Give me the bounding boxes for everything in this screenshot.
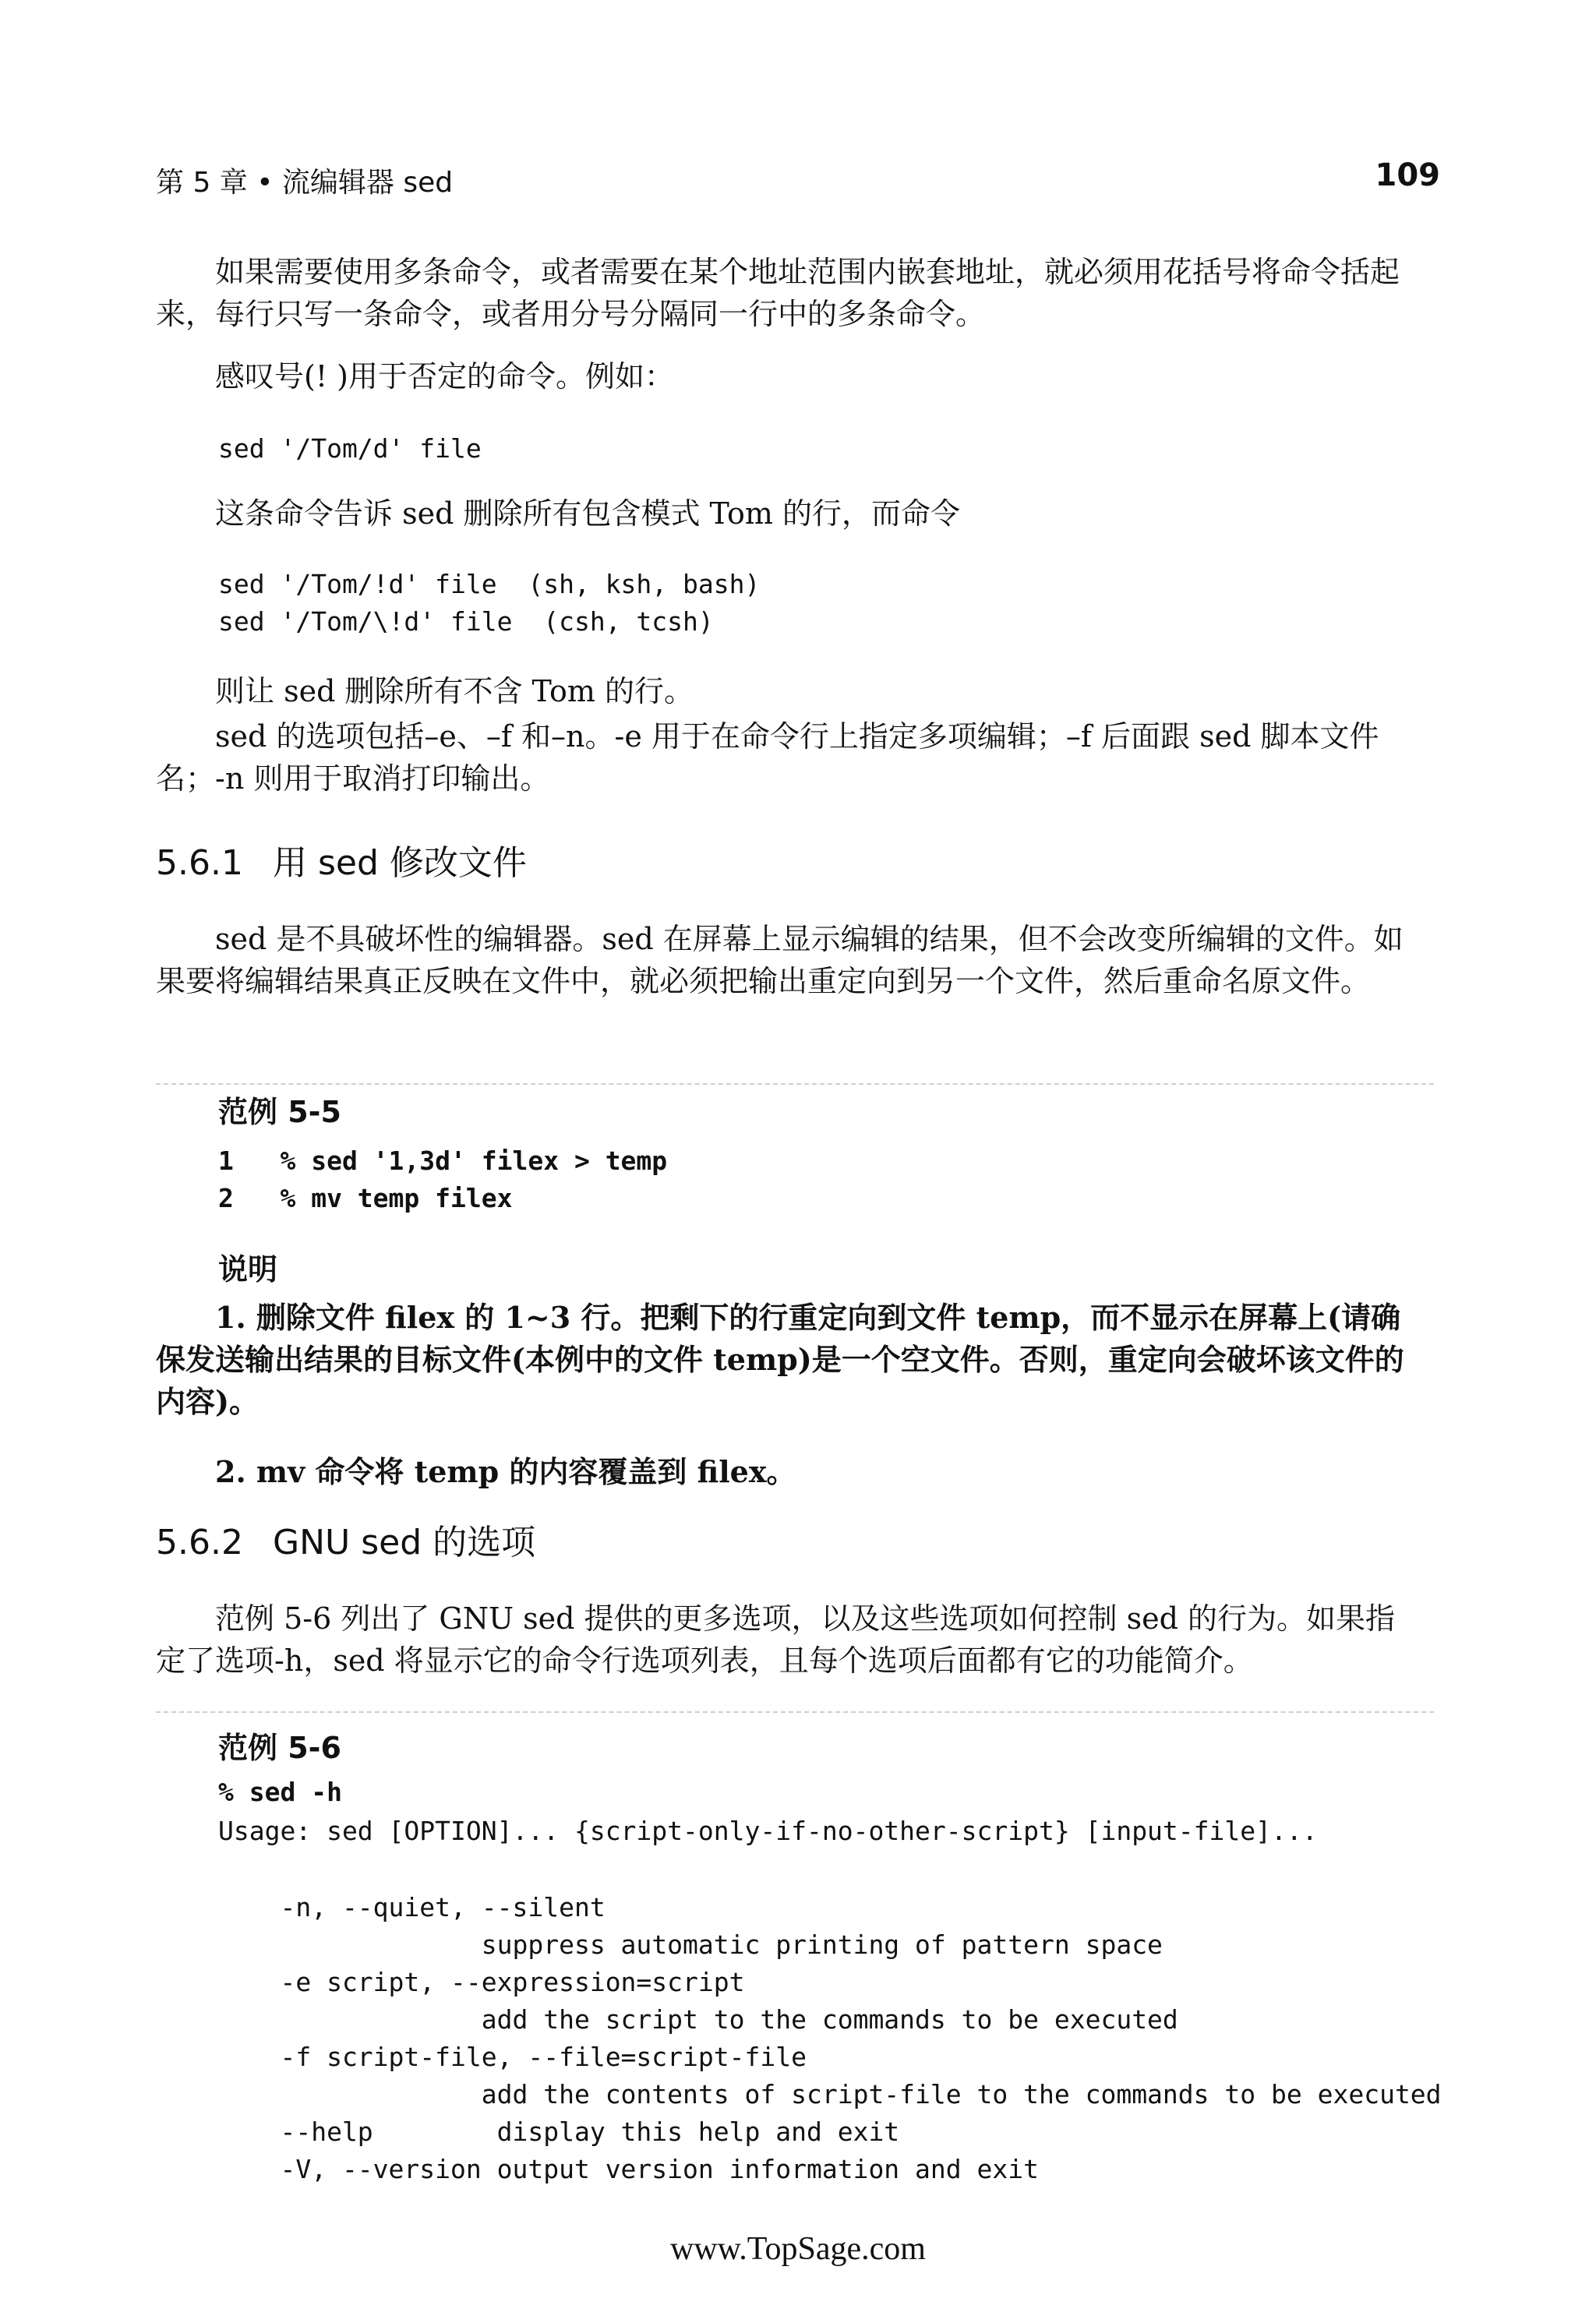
example-5-5-code: 1 % sed '1,3d' filex > temp 2 % mv temp filex — [218, 1146, 668, 1213]
section-title: GNU sed 的选项 — [273, 1523, 536, 1562]
example-5-6-command: % sed -h — [218, 1777, 342, 1807]
footer-url: www.TopSage.com — [670, 2231, 926, 2267]
intro-paragraph-4: 则让 sed 删除所有不含 Tom 的行。 — [215, 674, 694, 708]
chapter-title: 第 5 章 • 流编辑器 sed — [156, 167, 454, 199]
section-title: 用 sed 修改文件 — [273, 843, 527, 883]
page-number: 109 — [1375, 157, 1440, 193]
code-example-1: sed '/Tom/d' file — [218, 433, 482, 464]
intro-paragraph-1: 如果需要使用多条命令，或者需要在某个地址范围内嵌套地址，就必须用花括号将命令括起来，每行只写一条命令，或者用分号分隔同一行中的多条命令。 — [156, 255, 1400, 331]
section2-paragraph: 范例 5-6 列出了 GNU sed 提供的更多选项，以及这些选项如何控制 sed 的行为。如果指定了选项-h，sed 将显示它的命令行选项列表，且每个选项后面都有它的功能简介。 — [156, 1601, 1396, 1678]
section-number: 5.6.1 — [156, 843, 243, 883]
section-heading-5-6-2 — [156, 1521, 535, 1565]
code-example-2: sed '/Tom/!d' file (sh, ksh, bash) sed '/Tom/\!d' file (csh, tcsh) — [218, 569, 761, 637]
explanation-label: 说明 — [218, 1252, 278, 1287]
usage-line: Usage: sed [OPTION]... {script-only-if-no-other-script} [input-file]... — [218, 1816, 1318, 1846]
section-heading-5-6-1 — [156, 842, 527, 885]
example-divider — [156, 1083, 1434, 1085]
example-5-6-label: 范例 5-6 — [218, 1731, 341, 1765]
explanation-item-2: 2. mv 命令将 temp 的内容覆盖到 filex。 — [215, 1454, 796, 1489]
explanation-item-1: 1. 删除文件 filex 的 1~3 行。把剩下的行重定向到文件 temp，而不显示在屏幕上(请确保发送输出结果的目标文件(本例中的文件 temp)是一个空文件。否则，重定向会破坏该文件的内容)。 — [156, 1300, 1404, 1419]
intro-paragraph-2: 感叹号(! )用于否定的命令。例如： — [215, 359, 675, 394]
intro-paragraph-5: sed 的选项包括–e、–f 和–n。-e 用于在命令行上指定多项编辑；–f 后面跟 sed 脚本文件名；-n 则用于取消打印输出。 — [156, 719, 1379, 796]
section1-paragraph: sed 是不具破坏性的编辑器。sed 在屏幕上显示编辑的结果，但不会改变所编辑的文件。如果要将编辑结果真正反映在文件中，就必须把输出重定向到另一个文件，然后重命名原文件。 — [156, 922, 1404, 998]
intro-paragraph-3: 这条命令告诉 sed 删除所有包含模式 Tom 的行，而命令 — [215, 496, 960, 531]
example-5-5-label: 范例 5-5 — [218, 1095, 341, 1129]
section-number: 5.6.2 — [156, 1523, 243, 1562]
page-header — [156, 157, 1440, 199]
options-list: -n, --quiet, --silent suppress automatic printing of pattern space -e script, --expression=script add the script to the commands to be executed -f script-file, --file=script-file add the contents of script-file to the commands to be executed --help display this help and exit -V, --version output version information and exit — [280, 1892, 1442, 2184]
example-divider — [156, 1711, 1434, 1713]
